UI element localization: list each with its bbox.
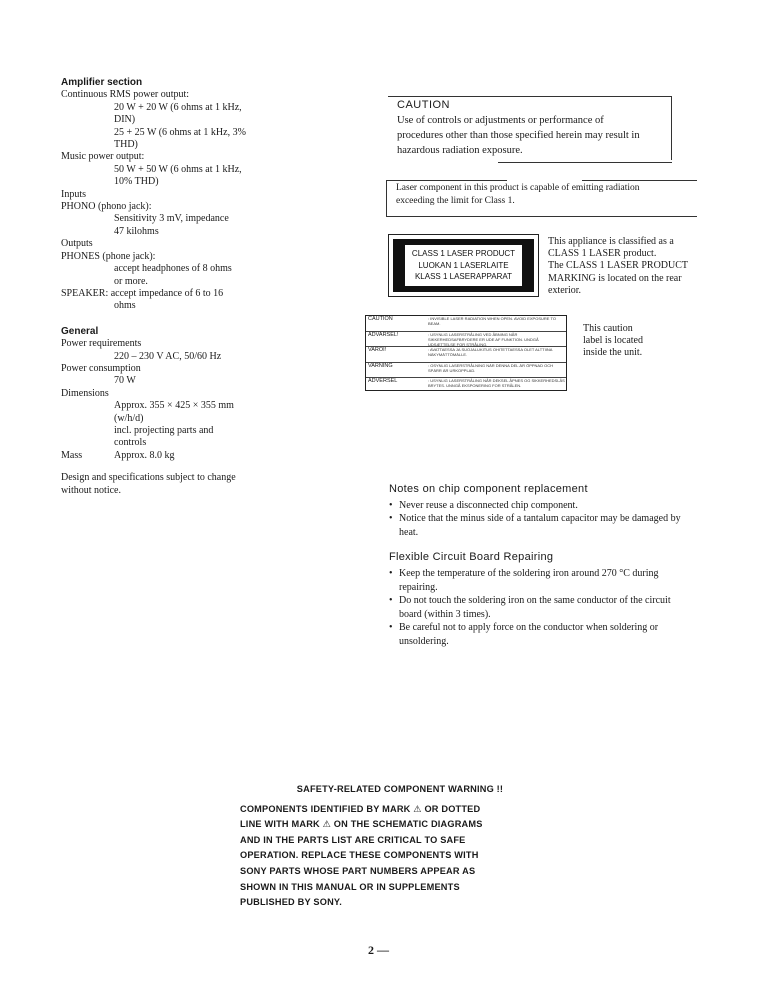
phono-value: 47 kilohms bbox=[114, 225, 159, 237]
caution-text: hazardous radiation exposure. bbox=[397, 145, 523, 156]
dimensions-value: (w/h/d) bbox=[114, 412, 144, 424]
caution-label-key: CAUTION bbox=[368, 316, 393, 322]
description-line: MARKING is located on the rear bbox=[548, 272, 682, 284]
specifications bbox=[61, 77, 276, 497]
rms-value: DIN) bbox=[114, 114, 136, 126]
power-cons-value: 70 W bbox=[114, 375, 136, 387]
class1-laser-label bbox=[388, 234, 539, 297]
safety-line: AND IN THE PARTS LIST ARE CRITICAL TO SAFE bbox=[240, 834, 466, 845]
safety-line: OPERATION. REPLACE THESE COMPONENTS WITH bbox=[240, 850, 479, 861]
phones-value: accept headphones of 8 ohms bbox=[114, 263, 232, 275]
safety-line: PUBLISHED BY SONY. bbox=[240, 897, 342, 908]
caution-label-key: VAROI! bbox=[368, 347, 387, 353]
dimensions-value: Approx. 355 × 425 × 355 mm bbox=[114, 400, 234, 412]
phones-value: or more. bbox=[114, 275, 148, 287]
caution-label-value: : INVISIBLE LASER RADIATION WHEN OPEN. AVOID EXPOSURE TO BEAM. bbox=[428, 316, 556, 326]
phono-value: Sensitivity 3 mV, impedance bbox=[114, 213, 229, 225]
description-line: CLASS 1 LASER product. bbox=[548, 248, 657, 260]
rms-value: 20 W + 20 W (6 ohms at 1 kHz, bbox=[114, 101, 242, 113]
dimensions-value: controls bbox=[114, 437, 147, 449]
caution-label-value: : AVATTAESSA JA SUOJALUKITUS OHITETTAESSA OLET ALTTIINA NÄKYMÄTTÖMÄLLE. bbox=[428, 347, 553, 357]
caution-label-row bbox=[366, 347, 566, 363]
caution-text: procedures other than those specified herein may result in bbox=[397, 130, 640, 141]
dimensions-label: Dimensions bbox=[61, 387, 109, 399]
design-note: without notice. bbox=[61, 484, 121, 496]
list-item: • Never reuse a disconnected chip component. bbox=[389, 499, 694, 513]
label-line: LUOKAN 1 LASERLAITE bbox=[418, 260, 509, 270]
safety-line: LINE WITH MARK ⚠ ON THE SCHEMATIC DIAGRAMS bbox=[240, 819, 483, 830]
caution-label-row bbox=[366, 332, 566, 348]
music-value: 10% THD) bbox=[114, 176, 159, 188]
divider bbox=[498, 162, 672, 163]
mass-value: Approx. 8.0 kg bbox=[114, 449, 175, 461]
description-line: The CLASS 1 LASER PRODUCT bbox=[548, 260, 689, 272]
label-line: CLASS 1 LASER PRODUCT bbox=[411, 249, 516, 259]
rms-value: 25 + 25 W (6 ohms at 1 kHz, 3% bbox=[114, 126, 246, 138]
caution-box bbox=[388, 96, 672, 160]
flex-notes-list bbox=[389, 567, 694, 649]
divider bbox=[582, 180, 697, 181]
safety-line: COMPONENTS IDENTIFIED BY MARK ⚠ OR DOTTED bbox=[240, 803, 481, 814]
list-item: • Keep the temperature of the soldering iron around 270 °C during repairing. bbox=[389, 567, 694, 594]
mass-label: Mass bbox=[61, 449, 83, 461]
safety-line: SONY PARTS WHOSE PART NUMBERS APPEAR AS bbox=[240, 865, 476, 876]
caution-label-row bbox=[366, 363, 566, 379]
chip-notes-heading: Notes on chip component replacement bbox=[389, 483, 588, 495]
safety-title: SAFETY-RELATED COMPONENT WARNING !! bbox=[296, 784, 504, 794]
description-line: This appliance is classified as a bbox=[548, 236, 674, 247]
description-line: inside the unit. bbox=[583, 347, 643, 359]
chip-notes-list bbox=[389, 499, 694, 540]
list-item: • Do not touch the soldering iron on the same conductor of the circuit board (within 3 times). bbox=[389, 594, 694, 621]
caution-label-description bbox=[583, 323, 693, 360]
outputs-label: Outputs bbox=[61, 238, 93, 250]
speaker-value: ohms bbox=[114, 300, 136, 312]
caution-label-value: : OSYNLIG LASERSTRÅLNING NÄR DENNA DEL ÄR ÖPPNAD OCH SPÄRR ÄR URKOPPLAD. bbox=[428, 362, 553, 373]
caution-label-value: : USYNLIG LASERSTRÅLING NÅR DEKSEL ÅPNES OG SIKKERHEDSLÅS BRYTES. UNNGÅ EKSPONERING FOR STRÅLEN. bbox=[428, 378, 565, 388]
design-note: Design and specifications subject to change bbox=[61, 472, 236, 484]
caution-label-key: ADVERSEL bbox=[368, 378, 398, 384]
description-line: exterior. bbox=[548, 284, 582, 296]
rms-label: Continuous RMS power output: bbox=[61, 89, 190, 101]
caution-label-value: : USYNLIG LASERSTRÅLING VED ÅBNING NÅR SIKKERHEDSAFBRYDERE ER UDE AF FUNKTION. UNDGÅ UDSÆTTELSE FOR STRÅLING. bbox=[428, 331, 539, 346]
service-notes bbox=[389, 483, 694, 649]
label-text-panel bbox=[405, 245, 522, 286]
phones-label: PHONES (phone jack): bbox=[61, 250, 156, 262]
caution-label bbox=[365, 315, 567, 391]
laser-note bbox=[386, 180, 697, 217]
page-number: 2 — bbox=[368, 943, 389, 957]
caution-text: Use of controls or adjustments or performance of bbox=[397, 115, 604, 126]
caution-label-row bbox=[366, 316, 566, 332]
class1-description bbox=[548, 236, 708, 297]
list-item: • Notice that the minus side of a tantalum capacitor may be damaged by heat. bbox=[389, 512, 694, 539]
laser-note-text: exceeding the limit for Class 1. bbox=[396, 195, 515, 206]
rms-value: THD) bbox=[114, 139, 138, 151]
dimensions-value: incl. projecting parts and bbox=[114, 424, 214, 436]
description-line: label is located bbox=[583, 335, 643, 347]
mass-row bbox=[61, 450, 276, 462]
divider bbox=[387, 180, 507, 181]
phono-label: PHONO (phono jack): bbox=[61, 201, 152, 213]
power-req-label: Power requirements bbox=[61, 338, 142, 350]
speaker-value: SPEAKER: accept impedance of 6 to 16 bbox=[61, 287, 224, 299]
label-line: KLASS 1 LASERAPPARAT bbox=[414, 272, 513, 282]
music-label: Music power output: bbox=[61, 151, 145, 163]
safety-line: SHOWN IN THIS MANUAL OR IN SUPPLEMENTS bbox=[240, 881, 460, 892]
flex-notes-heading: Flexible Circuit Board Repairing bbox=[389, 551, 554, 564]
description-line: This caution bbox=[583, 323, 633, 334]
amplifier-heading: Amplifier section bbox=[61, 77, 143, 88]
laser-note-text: Laser component in this product is capable of emitting radiation bbox=[396, 183, 640, 193]
caution-title: CAUTION bbox=[397, 99, 450, 111]
list-item: • Be careful not to apply force on the conductor when soldering or unsoldering. bbox=[389, 621, 694, 648]
caution-label-key: ADVARSEL! bbox=[368, 331, 399, 338]
caution-label-row bbox=[366, 378, 566, 393]
power-cons-label: Power consumption bbox=[61, 362, 141, 374]
music-value: 50 W + 50 W (6 ohms at 1 kHz, bbox=[114, 163, 242, 175]
label-frame bbox=[393, 239, 534, 292]
safety-warning bbox=[240, 782, 530, 911]
general-heading: General bbox=[61, 325, 99, 337]
inputs-label: Inputs bbox=[61, 188, 86, 200]
caution-label-key: VARNING bbox=[368, 362, 393, 369]
power-req-value: 220 – 230 V AC, 50/60 Hz bbox=[114, 350, 222, 362]
